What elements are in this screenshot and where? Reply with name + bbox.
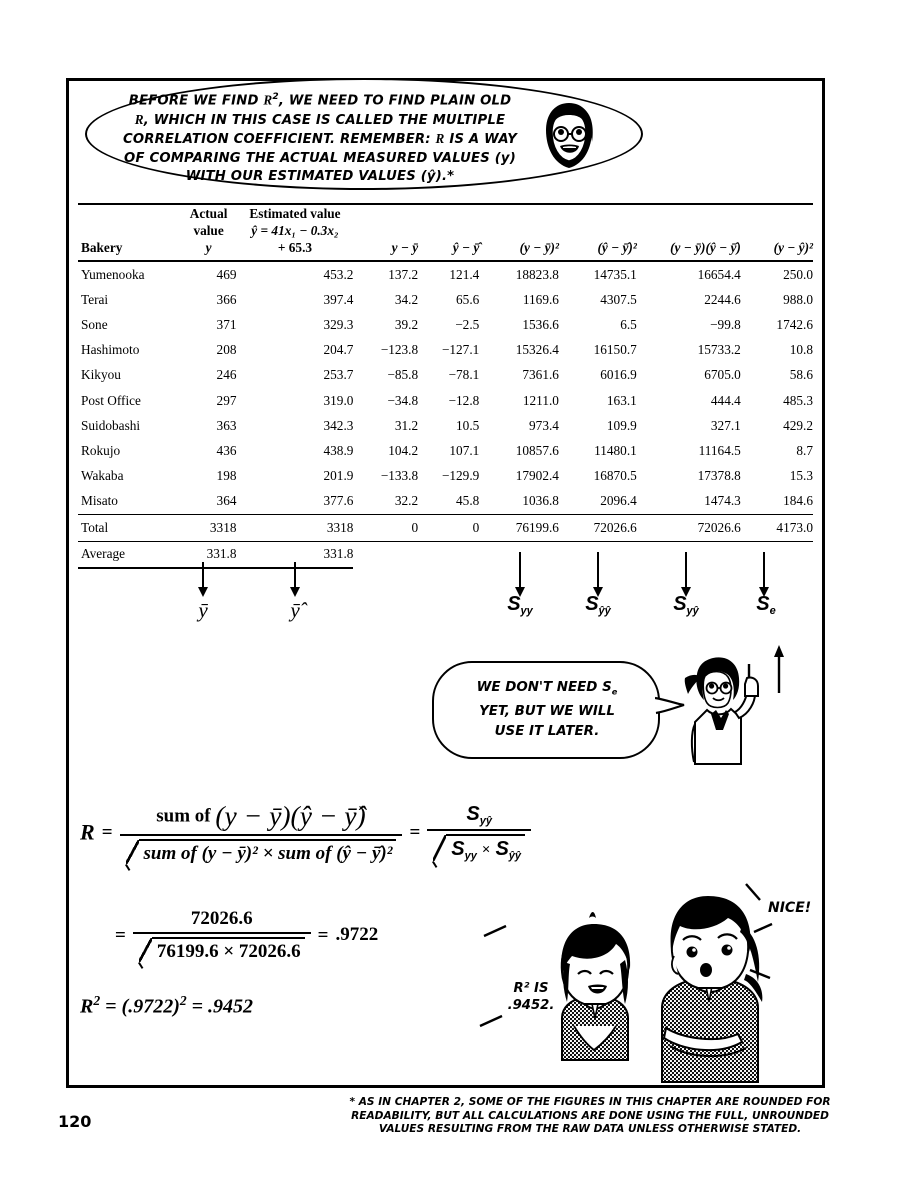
formula-R-numerator [120,800,403,836]
bubble-top-line-4: OF COMPARING THE ACTUAL MEASURED VALUES (y) [124,150,516,166]
label-se-sub: e [769,604,776,617]
formula-R-fraction-S [427,803,531,862]
bubble-top-line-2 [105,111,535,130]
bubble-top-line2-b: , WHICH IN THIS CASE IS CALLED THE MULTIPLE [143,112,506,128]
footnote-line-2: READABILITY, BUT ALL CALCULATIONS ARE DONE USING THE FULL, UNROUNDED [351,1109,829,1122]
label-se-main: S [756,593,770,615]
label-ybar: ȳ [198,598,208,622]
cell-yhat: 438.9 [323,442,354,458]
callout-r2-line1: R² IS [513,981,549,996]
bubble-mid-line-1 [441,678,653,702]
cell-dy: 34.2 [394,291,419,307]
cell-cross: 1474.3 [704,493,741,509]
cell-y: 246 [216,367,237,383]
bubble-mid-line-3: USE IT LATER. [494,723,600,739]
cell-res2: 10.8 [789,342,813,358]
col-header-dev-y: y − ȳ [353,204,418,261]
formula-numeric-denominator [133,934,311,963]
cell-total-dyh2: 72026.6 [559,514,637,541]
cell-bakery: Kikyou [81,367,121,383]
cell-cross: 16654.4 [697,266,741,282]
label-syhyh [574,593,622,617]
cell-total-res2: 4173.0 [741,514,813,541]
footnote [340,1096,840,1137]
cell-dy2: 1036.8 [522,493,559,509]
formula-r2-lhs-sup: 2 [93,993,101,1008]
regression-statistics-table [78,203,813,569]
table-header-row [78,204,813,261]
table-row [78,438,813,463]
cell-dyh2: 16150.7 [593,342,637,358]
cell-dy2: 1536.6 [522,316,559,332]
footnote-line-1: * AS IN CHAPTER 2, SOME OF THE FIGURES IN THIS CHAPTER ARE ROUNDED FOR [349,1096,831,1108]
cell-dyh: 121.4 [449,266,480,282]
table-row [78,363,813,388]
cell-total-yhat: 3318 [237,514,354,541]
col-header-actual-line3: y [205,240,212,255]
formula-R-denominator [120,836,403,865]
speech-bubble-middle-tail [655,694,685,716]
cell-dyh2: 2096.4 [600,493,637,509]
formula-numeric-sqrt: 76199.6 × 72026.6 [152,937,305,963]
cell-yhat: 453.2 [323,266,354,282]
cell-dy: 32.2 [394,493,419,509]
bubble-top-r-symbol-3: R [435,131,445,147]
table-row [78,312,813,337]
cell-y: 469 [216,266,237,282]
label-syyh-main: S [673,593,687,615]
label-syy [496,593,544,617]
cell-total-dy2: 76199.6 [479,514,559,541]
label-syy-main: S [507,593,521,615]
footnote-line-3: VALUES RESULTING FROM THE RAW DATA UNLESS OTHERWISE STATED. [378,1123,802,1136]
formula-R-num-terms: (y − ȳ)(ŷ − ȳ̂) [215,800,366,831]
cell-res2: 184.6 [783,493,813,509]
cell-dyh2: 14735.1 [593,266,637,282]
table-row [78,287,813,312]
formula-r2-lhs: R [80,995,94,1018]
cell-bakery: Post Office [81,392,141,408]
cell-yhat: 319.0 [323,392,354,408]
formula-multiple-correlation-R [80,800,531,865]
cell-bakery: Hashimoto [81,342,140,358]
cell-dyh2: 109.9 [606,417,637,433]
col-header-dev-yhat: ŷ − ȳ̂ [418,204,479,261]
formula-numeric-equals-1: = [115,924,126,946]
cell-res2: 58.6 [789,367,813,383]
callout-nice: NICE! [768,900,812,916]
cell-dy: 104.2 [388,442,419,458]
col-header-dev-y-squared: (y − ȳ)² [479,204,559,261]
cell-y: 436 [216,442,237,458]
arrow-to-ybar [202,562,204,588]
cell-y: 198 [216,468,237,484]
formula-numeric-numerator: 72026.6 [133,908,311,934]
cell-bakery: Misato [81,493,118,509]
cell-yhat: 377.6 [323,493,354,509]
cell-bakery: Suidobashi [81,417,141,433]
cell-dyh: −2.5 [455,316,480,332]
cell-dyh: −78.1 [448,367,480,383]
col-header-bakery: Bakery [78,204,181,261]
formula-R-S-den-b-sub: ŷŷ [508,849,522,862]
cell-total-y: 3318 [181,514,237,541]
cell-yhat: 329.3 [323,316,354,332]
cell-dyh2: 6.5 [620,316,637,332]
cell-dyh: 45.8 [456,493,480,509]
cell-yhat: 342.3 [323,417,354,433]
table-row [78,261,813,287]
cell-average-y: 331.8 [181,541,237,568]
cell-dyh2: 6016.9 [600,367,637,383]
cell-bakery: Wakaba [81,468,124,484]
bubble-top-r-symbol: R [263,92,273,108]
formula-R-num-sumof: sum of [156,805,216,827]
cell-dy: 31.2 [394,417,419,433]
cell-yhat: 201.9 [323,468,354,484]
cell-dy2: 973.4 [529,417,559,433]
formula-R-S-num-sub: yŷ [479,815,492,827]
col-header-cross-product: (y − ȳ)(ŷ − ȳ̂) [637,204,741,261]
bubble-top-line-3 [105,130,535,149]
table-row [78,489,813,515]
col-header-estimated-value [237,204,354,261]
bubble-mid-line-2: YET, BUT WE WILL [479,703,615,719]
cell-y: 371 [216,316,237,332]
character-short-hair-girl [561,912,630,1060]
cell-total-label: Total [78,514,181,541]
cell-dy2: 1211.0 [522,392,559,408]
speech-bubble-top-text [105,88,535,186]
bubble-top-line3-b: IS A WAY [444,132,518,148]
label-se [742,593,790,617]
formula-R-numeric-evaluation [108,908,378,963]
cell-total-cross: 72026.6 [637,514,741,541]
cell-average-res2 [741,541,813,568]
label-syyh [662,593,710,617]
cell-cross: 327.1 [710,417,741,433]
col-header-estimated-line1: Estimated value [249,206,341,221]
label-syhyh-main: S [585,593,599,615]
cell-yhat: 397.4 [323,291,354,307]
table-row [78,413,813,438]
formula-R-S-numerator [427,803,531,831]
cell-total-dyh: 0 [418,514,479,541]
cell-dyh2: 163.1 [606,392,637,408]
cell-bakery: Yumenooka [81,266,145,282]
cell-total-dy: 0 [353,514,418,541]
callout-r2-line2: .9452. [507,998,555,1013]
formula-R-S-sqrt [446,834,525,862]
cell-dy: −133.8 [380,468,419,484]
cell-res2: 1742.6 [776,316,813,332]
formula-R-S-num-main: S [466,803,480,826]
cell-cross: 2244.6 [704,291,741,307]
callout-r2-is [494,980,568,1014]
formula-R-equals-2: = [409,821,421,843]
cell-dy: −85.8 [387,367,419,383]
arrow-to-syy [519,552,521,588]
cell-dy: 39.2 [394,316,419,332]
cell-res2: 988.0 [783,291,813,307]
col-header-estimated-line2: ŷ = 41x₁ − 0.3x₂ [251,223,339,238]
bubble-top-superscript: 2 [272,92,279,102]
speech-bubble-middle-text [441,678,653,742]
cell-cross: 6705.0 [704,367,741,383]
cell-bakery: Rokujo [81,442,121,458]
arrow-to-yhatbar [294,562,296,588]
formula-R-sqrt [139,839,397,865]
bubble-mid-line1-sub: e [611,686,618,697]
table-row-average [78,541,813,568]
cell-res2: 8.7 [796,442,813,458]
cell-dy: −123.8 [380,342,419,358]
cell-dy2: 7361.6 [522,367,559,383]
cell-average-yhat: 331.8 [237,541,354,568]
cell-cross: 15733.2 [697,342,741,358]
cell-y: 364 [216,493,237,509]
cell-dy2: 15326.4 [515,342,559,358]
formula-r2-eq1: = (.9722) [105,995,180,1018]
cell-bakery: Sone [81,316,108,332]
bubble-top-line1-b: , WE NEED TO FIND PLAIN OLD [278,93,512,109]
cell-dyh2: 11480.1 [594,442,637,458]
formula-R-S-denominator [427,831,531,862]
formula-r2-eq2: = .9452 [191,995,254,1018]
cell-average-dyh [418,541,479,568]
formula-numeric-fraction [133,908,311,963]
col-header-actual-line2: value [193,223,224,238]
col-header-dev-yhat-squared: (ŷ − ȳ̂)² [559,204,637,261]
cell-dy: −34.8 [387,392,419,408]
cell-dyh2: 16870.5 [593,468,637,484]
arrow-to-se [763,552,765,588]
cell-dyh: −129.9 [441,468,480,484]
cell-dy2: 18823.8 [515,266,559,282]
formula-r-squared-result [80,993,253,1019]
label-yhatbar: ȳ̂ [290,598,300,622]
cell-y: 363 [216,417,237,433]
table-row-total [78,514,813,541]
formula-r2-sup2: 2 [179,993,187,1008]
bubble-top-line-1 [105,88,535,111]
formula-numeric-equals-2: = [317,924,329,946]
col-header-estimated-line3: + 65.3 [277,240,313,255]
label-syhyh-sub: ŷŷ [598,604,611,617]
formula-R-S-den-times: × [481,842,491,859]
table-row [78,388,813,413]
arrow-to-syhyh [597,552,599,588]
cell-yhat: 204.7 [323,342,354,358]
arrow-to-syyh [685,552,687,588]
cell-bakery: Terai [81,291,109,307]
cell-res2: 15.3 [789,468,813,484]
cell-dyh2: 4307.5 [600,291,637,307]
cell-dy2: 1169.6 [522,291,559,307]
cell-cross: 11164.5 [698,442,741,458]
cell-dyh: −127.1 [441,342,480,358]
cell-average-dy [353,541,418,568]
col-header-actual-line1: Actual [189,206,228,221]
avatar-pointing-girl-icon [683,652,763,770]
avatar-glasses-girl-icon [534,100,604,172]
cell-y: 366 [216,291,237,307]
cell-y: 297 [216,392,237,408]
table-body [78,261,813,568]
col-header-residual-squared: (y − ŷ)² [741,204,813,261]
cell-dyh: −12.8 [448,392,480,408]
arrow-up-to-se [772,645,786,693]
cell-res2: 485.3 [783,392,813,408]
cell-dy2: 17902.4 [515,468,559,484]
cell-cross: 17378.8 [697,468,741,484]
bubble-top-r-symbol-2: R [134,111,144,127]
bubble-top-line3-a: CORRELATION COEFFICIENT. REMEMBER: [122,132,436,148]
formula-R-S-den-a-sub: yy [464,849,477,862]
cell-yhat: 253.7 [323,367,354,383]
bubble-top-line1-a: BEFORE WE FIND [128,93,264,109]
cell-average-cross [637,541,741,568]
cell-dy2: 10857.6 [515,442,559,458]
formula-R-equals-1: = [101,821,113,843]
cell-dyh: 10.5 [456,417,480,433]
label-syy-sub: yy [520,604,533,617]
cell-dyh: 107.1 [449,442,480,458]
formula-R-den-terms: sum of (y − ȳ)² × sum of (ŷ − ȳ̂)² [143,843,393,864]
cell-dy: 137.2 [388,266,419,282]
page-number: 120 [58,1112,92,1131]
formula-R-lhs: R [80,819,95,845]
table-row [78,464,813,489]
cell-res2: 429.2 [783,417,813,433]
bubble-mid-line1-a: WE DON'T NEED S [476,680,612,695]
col-header-actual-value [181,204,237,261]
formula-R-S-den-b-main: S [495,838,509,860]
character-tall-girl [662,896,762,1082]
table-row [78,338,813,363]
formula-R-S-den-a-main: S [451,838,465,860]
cell-y: 208 [216,342,237,358]
formula-R-fraction [120,800,403,865]
cell-average-label: Average [78,541,181,568]
formula-numeric-result: .9722 [335,923,379,945]
bubble-top-line-5: WITH OUR ESTIMATED VALUES (ŷ).* [185,169,455,185]
cell-cross: −99.8 [710,316,741,332]
cell-cross: 444.4 [710,392,741,408]
cell-dyh: 65.6 [456,291,480,307]
cell-res2: 250.0 [783,266,813,282]
label-syyh-sub: yŷ [686,604,699,617]
